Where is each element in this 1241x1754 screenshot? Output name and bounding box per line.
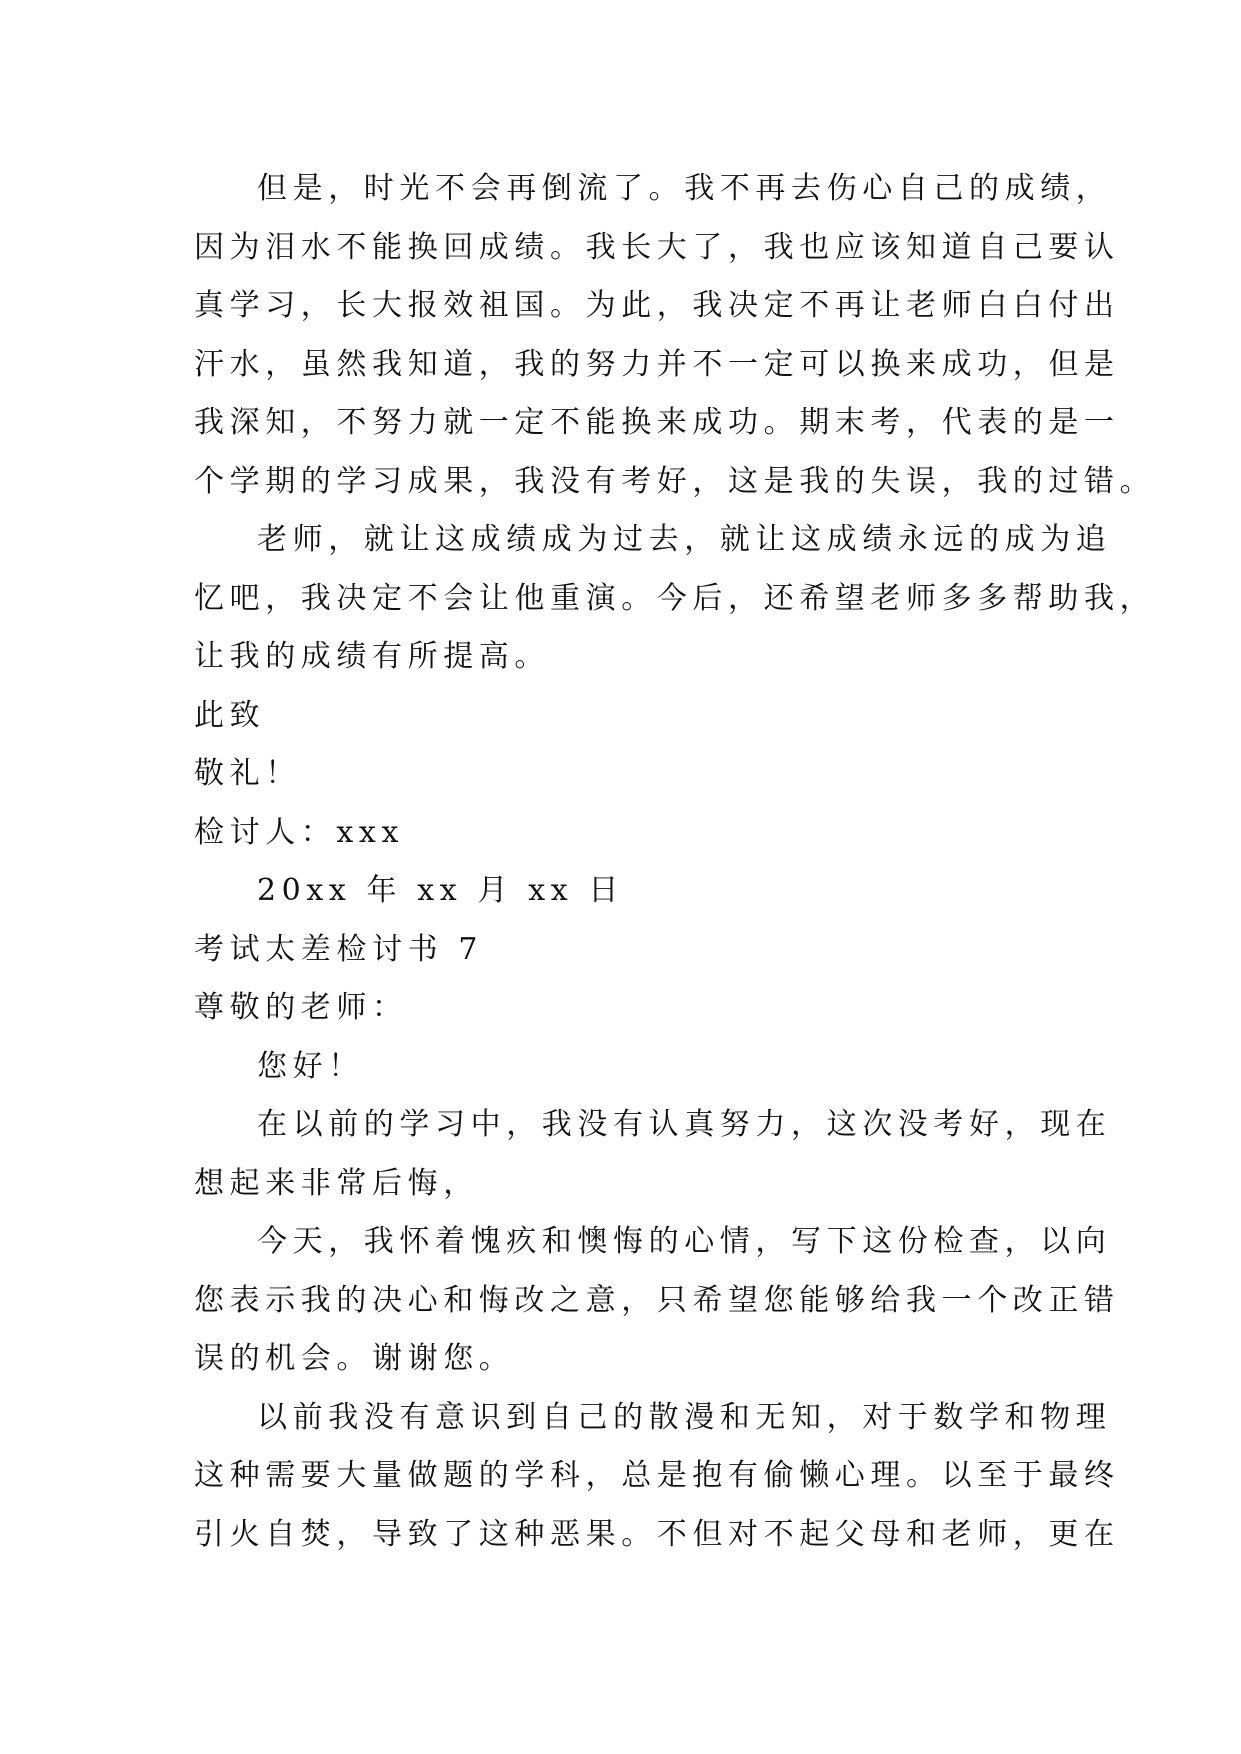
paragraph-line: 忆吧，我决定不会让他重演。今后，还希望老师多多帮助我， bbox=[194, 580, 1156, 616]
signature-line: 检讨人：xxx bbox=[194, 814, 404, 850]
paragraph-line: 想起来非常后悔， bbox=[194, 1165, 479, 1201]
paragraph-line: 今天，我怀着愧疚和懊悔的心情，写下这份检查，以向 bbox=[257, 1224, 1112, 1259]
letter-hello: 您好！ bbox=[257, 1048, 364, 1084]
paragraph-line: 让我的成绩有所提高。 bbox=[194, 639, 550, 674]
paragraph-line: 您表示我的决心和悔改之意，只希望您能够给我一个改正错 bbox=[194, 1282, 1120, 1318]
letter-greeting: 尊敬的老师： bbox=[194, 990, 408, 1025]
paragraph-line: 在以前的学习中，我没有认真努力，这次没考好，现在 bbox=[257, 1107, 1112, 1142]
paragraph-line: 误的机会。谢谢您。 bbox=[194, 1341, 515, 1376]
paragraph-line: 汗水，虽然我知道，我的努力并不一定可以换来成功，但是 bbox=[194, 346, 1120, 382]
closing-salutation: 此致 bbox=[194, 697, 266, 733]
date-line: 20xx 年 xx 月 xx 日 bbox=[257, 873, 624, 908]
section-title: 考试太差检讨书 7 bbox=[194, 931, 484, 967]
paragraph-line: 以前我没有意识到自己的散漫和无知，对于数学和物理 bbox=[257, 1399, 1112, 1435]
document-body bbox=[194, 160, 1156, 1564]
paragraph-line: 因为泪水不能换回成绩。我长大了，我也应该知道自己要认 bbox=[194, 229, 1120, 265]
paragraph-line: 老师，就让这成绩成为过去，就让这成绩永远的成为追 bbox=[257, 522, 1112, 557]
paragraph-line: 引火自焚，导致了这种恶果。不但对不起父母和老师，更在 bbox=[194, 1516, 1120, 1552]
closing-regards: 敬礼！ bbox=[194, 756, 301, 791]
paragraph-line: 这种需要大量做题的学科，总是抱有偷懒心理。以至于最终 bbox=[194, 1458, 1120, 1493]
paragraph-line: 个学期的学习成果，我没有考好，这是我的失误，我的过错。 bbox=[194, 463, 1156, 499]
paragraph-line: 真学习，长大报效祖国。为此，我决定不再让老师白白付出 bbox=[194, 288, 1120, 323]
paragraph-line: 我深知，不努力就一定不能换来成功。期末考，代表的是一 bbox=[194, 405, 1120, 440]
paragraph-line: 但是，时光不会再倒流了。我不再去伤心自己的成绩， bbox=[257, 171, 1112, 206]
